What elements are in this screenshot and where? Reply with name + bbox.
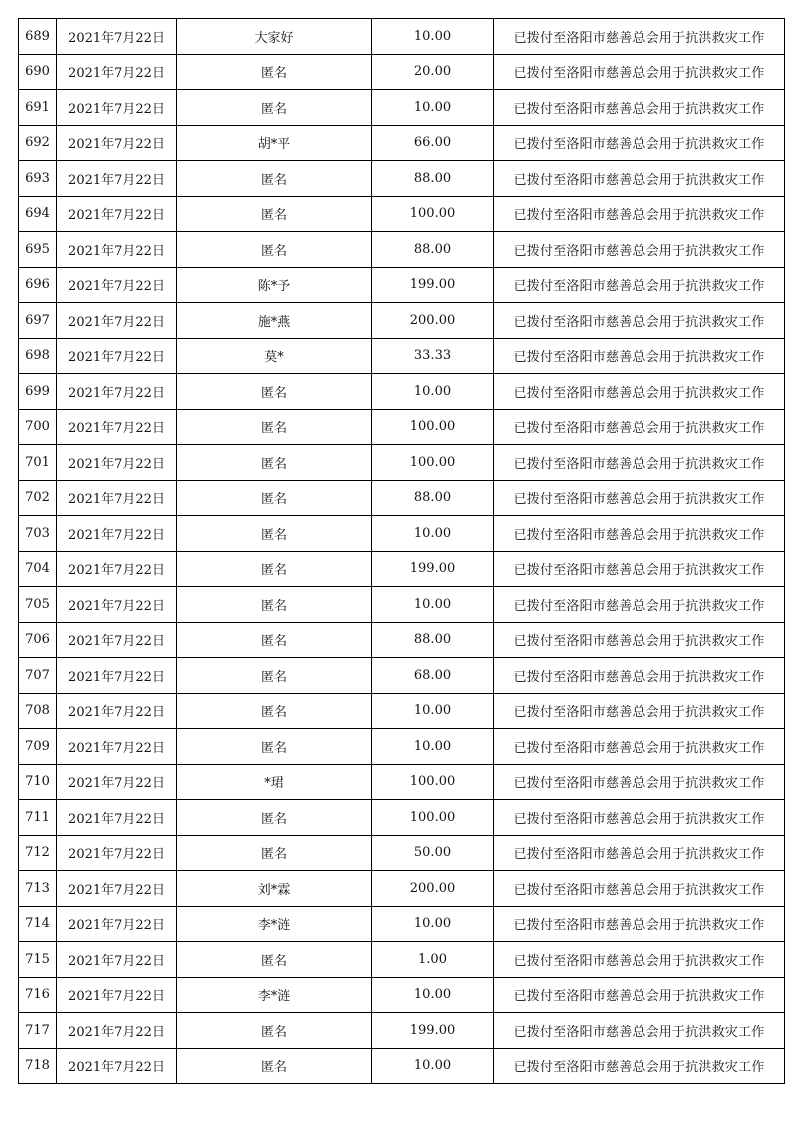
donor-name-cell: 匿名 <box>177 516 372 552</box>
row-number-cell: 701 <box>19 445 57 481</box>
donation-amount-cell: 100.00 <box>372 409 494 445</box>
table-row <box>19 764 785 800</box>
table-row <box>19 622 785 658</box>
donor-name-cell: 大家好 <box>177 19 372 55</box>
donation-date-cell: 2021年7月22日 <box>57 800 177 836</box>
row-number-cell: 690 <box>19 54 57 90</box>
donation-date-cell: 2021年7月22日 <box>57 90 177 126</box>
disbursement-note-cell: 已拨付至洛阳市慈善总会用于抗洪救灾工作 <box>494 1048 785 1084</box>
donation-amount-cell: 200.00 <box>372 303 494 339</box>
donation-date-cell: 2021年7月22日 <box>57 942 177 978</box>
donation-date-cell: 2021年7月22日 <box>57 871 177 907</box>
row-number-cell: 713 <box>19 871 57 907</box>
disbursement-note-cell: 已拨付至洛阳市慈善总会用于抗洪救灾工作 <box>494 54 785 90</box>
table-row <box>19 942 785 978</box>
row-number-cell: 693 <box>19 161 57 197</box>
row-number-cell: 715 <box>19 942 57 978</box>
donor-name-cell: 匿名 <box>177 54 372 90</box>
donation-date-cell: 2021年7月22日 <box>57 409 177 445</box>
donation-amount-cell: 10.00 <box>372 587 494 623</box>
disbursement-note-cell: 已拨付至洛阳市慈善总会用于抗洪救灾工作 <box>494 19 785 55</box>
donation-amount-cell: 199.00 <box>372 1013 494 1049</box>
donation-amount-cell: 10.00 <box>372 19 494 55</box>
donor-name-cell: 匿名 <box>177 409 372 445</box>
donor-name-cell: 匿名 <box>177 374 372 410</box>
row-number-cell: 712 <box>19 835 57 871</box>
donation-date-cell: 2021年7月22日 <box>57 693 177 729</box>
donation-amount-cell: 200.00 <box>372 871 494 907</box>
table-row <box>19 835 785 871</box>
donation-date-cell: 2021年7月22日 <box>57 658 177 694</box>
table-row <box>19 90 785 126</box>
donor-name-cell: 匿名 <box>177 729 372 765</box>
donation-amount-cell: 199.00 <box>372 551 494 587</box>
donation-date-cell: 2021年7月22日 <box>57 161 177 197</box>
table-row <box>19 267 785 303</box>
donation-date-cell: 2021年7月22日 <box>57 232 177 268</box>
donor-name-cell: 李*涟 <box>177 977 372 1013</box>
row-number-cell: 705 <box>19 587 57 623</box>
table-row <box>19 1048 785 1084</box>
table-row <box>19 906 785 942</box>
table-row <box>19 516 785 552</box>
donation-amount-cell: 20.00 <box>372 54 494 90</box>
table-row <box>19 409 785 445</box>
table-row <box>19 587 785 623</box>
row-number-cell: 689 <box>19 19 57 55</box>
donation-date-cell: 2021年7月22日 <box>57 516 177 552</box>
donation-date-cell: 2021年7月22日 <box>57 1048 177 1084</box>
disbursement-note-cell: 已拨付至洛阳市慈善总会用于抗洪救灾工作 <box>494 871 785 907</box>
donation-date-cell: 2021年7月22日 <box>57 54 177 90</box>
disbursement-note-cell: 已拨付至洛阳市慈善总会用于抗洪救灾工作 <box>494 658 785 694</box>
donor-name-cell: 胡*平 <box>177 125 372 161</box>
donor-name-cell: 匿名 <box>177 693 372 729</box>
row-number-cell: 704 <box>19 551 57 587</box>
donation-amount-cell: 10.00 <box>372 90 494 126</box>
table-row <box>19 374 785 410</box>
donation-amount-cell: 68.00 <box>372 658 494 694</box>
donor-name-cell: 匿名 <box>177 658 372 694</box>
table-row <box>19 800 785 836</box>
donor-name-cell: 陈*予 <box>177 267 372 303</box>
disbursement-note-cell: 已拨付至洛阳市慈善总会用于抗洪救灾工作 <box>494 906 785 942</box>
donor-name-cell: 李*涟 <box>177 906 372 942</box>
donation-table-body <box>19 19 785 1084</box>
table-row <box>19 551 785 587</box>
donation-amount-cell: 100.00 <box>372 445 494 481</box>
disbursement-note-cell: 已拨付至洛阳市慈善总会用于抗洪救灾工作 <box>494 374 785 410</box>
donation-date-cell: 2021年7月22日 <box>57 729 177 765</box>
donor-name-cell: 施*燕 <box>177 303 372 339</box>
row-number-cell: 694 <box>19 196 57 232</box>
donor-name-cell: 莫* <box>177 338 372 374</box>
donation-amount-cell: 10.00 <box>372 516 494 552</box>
table-row <box>19 1013 785 1049</box>
donor-name-cell: 匿名 <box>177 587 372 623</box>
disbursement-note-cell: 已拨付至洛阳市慈善总会用于抗洪救灾工作 <box>494 587 785 623</box>
disbursement-note-cell: 已拨付至洛阳市慈善总会用于抗洪救灾工作 <box>494 977 785 1013</box>
disbursement-note-cell: 已拨付至洛阳市慈善总会用于抗洪救灾工作 <box>494 693 785 729</box>
donor-name-cell: 匿名 <box>177 800 372 836</box>
disbursement-note-cell: 已拨付至洛阳市慈善总会用于抗洪救灾工作 <box>494 942 785 978</box>
row-number-cell: 718 <box>19 1048 57 1084</box>
donation-date-cell: 2021年7月22日 <box>57 445 177 481</box>
row-number-cell: 695 <box>19 232 57 268</box>
donation-date-cell: 2021年7月22日 <box>57 587 177 623</box>
donation-table <box>18 18 785 1084</box>
table-row <box>19 445 785 481</box>
disbursement-note-cell: 已拨付至洛阳市慈善总会用于抗洪救灾工作 <box>494 1013 785 1049</box>
disbursement-note-cell: 已拨付至洛阳市慈善总会用于抗洪救灾工作 <box>494 729 785 765</box>
row-number-cell: 708 <box>19 693 57 729</box>
row-number-cell: 698 <box>19 338 57 374</box>
donation-date-cell: 2021年7月22日 <box>57 338 177 374</box>
donation-amount-cell: 199.00 <box>372 267 494 303</box>
donation-date-cell: 2021年7月22日 <box>57 906 177 942</box>
row-number-cell: 707 <box>19 658 57 694</box>
donation-amount-cell: 1.00 <box>372 942 494 978</box>
row-number-cell: 717 <box>19 1013 57 1049</box>
donor-name-cell: 匿名 <box>177 196 372 232</box>
donation-date-cell: 2021年7月22日 <box>57 267 177 303</box>
donor-name-cell: 匿名 <box>177 622 372 658</box>
disbursement-note-cell: 已拨付至洛阳市慈善总会用于抗洪救灾工作 <box>494 445 785 481</box>
disbursement-note-cell: 已拨付至洛阳市慈善总会用于抗洪救灾工作 <box>494 551 785 587</box>
donation-date-cell: 2021年7月22日 <box>57 125 177 161</box>
row-number-cell: 716 <box>19 977 57 1013</box>
table-row <box>19 658 785 694</box>
donation-date-cell: 2021年7月22日 <box>57 196 177 232</box>
disbursement-note-cell: 已拨付至洛阳市慈善总会用于抗洪救灾工作 <box>494 125 785 161</box>
donation-amount-cell: 88.00 <box>372 622 494 658</box>
disbursement-note-cell: 已拨付至洛阳市慈善总会用于抗洪救灾工作 <box>494 267 785 303</box>
donation-date-cell: 2021年7月22日 <box>57 835 177 871</box>
donation-date-cell: 2021年7月22日 <box>57 764 177 800</box>
donation-date-cell: 2021年7月22日 <box>57 480 177 516</box>
donation-amount-cell: 100.00 <box>372 196 494 232</box>
donor-name-cell: 匿名 <box>177 1013 372 1049</box>
table-row <box>19 729 785 765</box>
row-number-cell: 699 <box>19 374 57 410</box>
donation-date-cell: 2021年7月22日 <box>57 303 177 339</box>
table-row <box>19 54 785 90</box>
disbursement-note-cell: 已拨付至洛阳市慈善总会用于抗洪救灾工作 <box>494 409 785 445</box>
donation-amount-cell: 88.00 <box>372 161 494 197</box>
row-number-cell: 709 <box>19 729 57 765</box>
disbursement-note-cell: 已拨付至洛阳市慈善总会用于抗洪救灾工作 <box>494 196 785 232</box>
disbursement-note-cell: 已拨付至洛阳市慈善总会用于抗洪救灾工作 <box>494 90 785 126</box>
table-row <box>19 871 785 907</box>
table-row <box>19 303 785 339</box>
disbursement-note-cell: 已拨付至洛阳市慈善总会用于抗洪救灾工作 <box>494 516 785 552</box>
donation-amount-cell: 100.00 <box>372 764 494 800</box>
donor-name-cell: 匿名 <box>177 551 372 587</box>
row-number-cell: 700 <box>19 409 57 445</box>
donation-amount-cell: 50.00 <box>372 835 494 871</box>
row-number-cell: 691 <box>19 90 57 126</box>
row-number-cell: 703 <box>19 516 57 552</box>
row-number-cell: 710 <box>19 764 57 800</box>
donation-date-cell: 2021年7月22日 <box>57 1013 177 1049</box>
disbursement-note-cell: 已拨付至洛阳市慈善总会用于抗洪救灾工作 <box>494 622 785 658</box>
donation-amount-cell: 10.00 <box>372 693 494 729</box>
donation-date-cell: 2021年7月22日 <box>57 977 177 1013</box>
donation-date-cell: 2021年7月22日 <box>57 551 177 587</box>
donation-date-cell: 2021年7月22日 <box>57 374 177 410</box>
table-row <box>19 338 785 374</box>
donation-amount-cell: 88.00 <box>372 480 494 516</box>
table-row <box>19 125 785 161</box>
donor-name-cell: 匿名 <box>177 942 372 978</box>
donation-amount-cell: 33.33 <box>372 338 494 374</box>
table-row <box>19 977 785 1013</box>
donation-amount-cell: 66.00 <box>372 125 494 161</box>
table-row <box>19 232 785 268</box>
donation-amount-cell: 10.00 <box>372 977 494 1013</box>
donor-name-cell: 匿名 <box>177 1048 372 1084</box>
donation-amount-cell: 10.00 <box>372 1048 494 1084</box>
table-row <box>19 693 785 729</box>
table-row <box>19 19 785 55</box>
donor-name-cell: 匿名 <box>177 232 372 268</box>
donor-name-cell: 匿名 <box>177 835 372 871</box>
row-number-cell: 706 <box>19 622 57 658</box>
donation-amount-cell: 88.00 <box>372 232 494 268</box>
donation-date-cell: 2021年7月22日 <box>57 19 177 55</box>
row-number-cell: 702 <box>19 480 57 516</box>
row-number-cell: 714 <box>19 906 57 942</box>
donor-name-cell: 匿名 <box>177 161 372 197</box>
disbursement-note-cell: 已拨付至洛阳市慈善总会用于抗洪救灾工作 <box>494 161 785 197</box>
table-row <box>19 480 785 516</box>
disbursement-note-cell: 已拨付至洛阳市慈善总会用于抗洪救灾工作 <box>494 338 785 374</box>
donation-date-cell: 2021年7月22日 <box>57 622 177 658</box>
donation-amount-cell: 10.00 <box>372 374 494 410</box>
donor-name-cell: 匿名 <box>177 445 372 481</box>
disbursement-note-cell: 已拨付至洛阳市慈善总会用于抗洪救灾工作 <box>494 232 785 268</box>
row-number-cell: 697 <box>19 303 57 339</box>
donation-ledger-page <box>18 18 784 1084</box>
donor-name-cell: 匿名 <box>177 480 372 516</box>
disbursement-note-cell: 已拨付至洛阳市慈善总会用于抗洪救灾工作 <box>494 303 785 339</box>
row-number-cell: 692 <box>19 125 57 161</box>
donation-amount-cell: 100.00 <box>372 800 494 836</box>
table-row <box>19 196 785 232</box>
disbursement-note-cell: 已拨付至洛阳市慈善总会用于抗洪救灾工作 <box>494 800 785 836</box>
donor-name-cell: 匿名 <box>177 90 372 126</box>
row-number-cell: 711 <box>19 800 57 836</box>
disbursement-note-cell: 已拨付至洛阳市慈善总会用于抗洪救灾工作 <box>494 764 785 800</box>
disbursement-note-cell: 已拨付至洛阳市慈善总会用于抗洪救灾工作 <box>494 480 785 516</box>
disbursement-note-cell: 已拨付至洛阳市慈善总会用于抗洪救灾工作 <box>494 835 785 871</box>
donor-name-cell: *珺 <box>177 764 372 800</box>
row-number-cell: 696 <box>19 267 57 303</box>
table-row <box>19 161 785 197</box>
donor-name-cell: 刘*霖 <box>177 871 372 907</box>
donation-amount-cell: 10.00 <box>372 729 494 765</box>
donation-amount-cell: 10.00 <box>372 906 494 942</box>
